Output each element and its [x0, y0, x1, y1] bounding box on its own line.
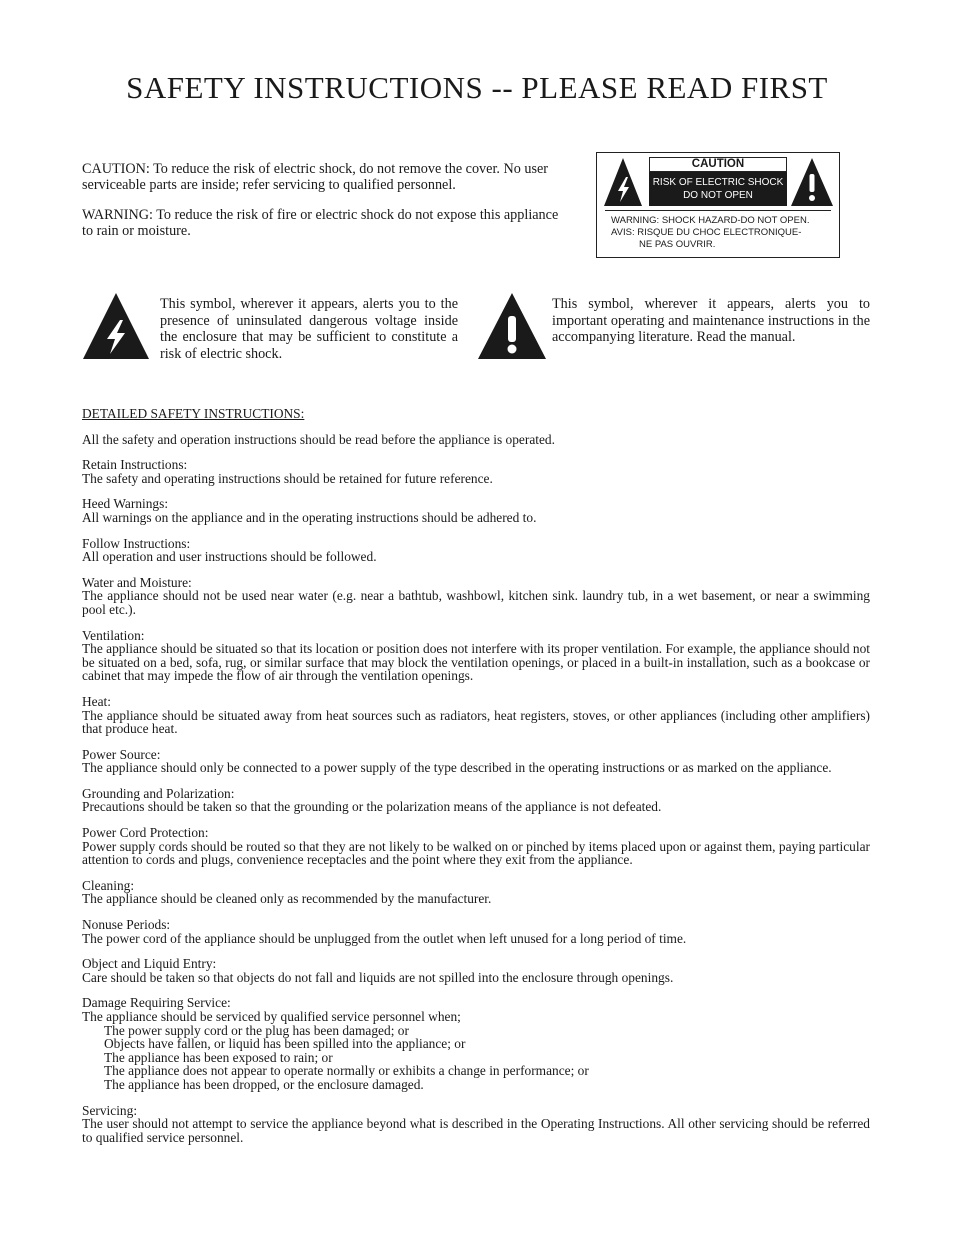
section-body: The appliance should be situated away from heat sources such as radiators, heat registers, stoves, or other appliances (including other amplifiers) that produce heat. — [82, 707, 870, 737]
section-body: The user should not attempt to service the appliance beyond what is described in the Operating Instructions. All other servicing should be referred to qualified service personnel. — [82, 1116, 870, 1145]
section-grounding — [82, 787, 870, 814]
section-body: Precautions should be taken so that the grounding or the polarization means of the appliance is not defeated. — [82, 799, 662, 815]
caution-label-line2: DO NOT OPEN — [683, 190, 753, 201]
caution-label-heading: CAUTION — [649, 157, 787, 172]
details-heading: DETAILED SAFETY INSTRUCTIONS: — [82, 406, 305, 421]
section-body: All operation and user instructions should be followed. — [82, 549, 377, 565]
caution-label-divider — [605, 210, 831, 211]
section-body: Care should be taken so that objects do not fall and liquids are not spilled into the enclosure through openings. — [82, 969, 674, 985]
section-title: Nonuse Periods: — [82, 917, 171, 933]
section-nonuse — [82, 918, 870, 945]
lightning-warning-icon — [603, 157, 643, 207]
section-title: Power Cord Protection: — [82, 825, 209, 841]
section-water — [82, 576, 870, 617]
section-power-source — [82, 748, 870, 775]
section-power-cord — [82, 826, 870, 867]
damage-item: Objects have fallen, or liquid has been spilled into the appliance; or — [104, 1036, 466, 1052]
section-body: The appliance should not be used near water (e.g. near a bathtub, washbowl, kitchen sink. laundry tub, in a wet basement, or near a swimming pool etc.). — [82, 588, 870, 617]
caution-text: CAUTION: To reduce the risk of electric shock, do not remove the cover. No user serviceable parts are inside; refer servicing to qualified personnel. — [82, 161, 549, 193]
damage-item: The appliance does not appear to operate normally or exhibits a change in performance; or — [104, 1063, 589, 1079]
section-follow — [82, 537, 870, 564]
section-title: Power Source: — [82, 746, 161, 762]
caution-label-warning — [611, 215, 835, 251]
exclamation-symbol-icon — [477, 292, 547, 360]
section-title: Grounding and Polarization: — [82, 785, 235, 801]
section-heed — [82, 497, 870, 524]
section-heat — [82, 695, 870, 736]
section-title: Retain Instructions: — [82, 457, 188, 473]
section-title: Damage Requiring Service: — [82, 995, 231, 1011]
intro-block — [82, 161, 562, 253]
caution-label — [596, 152, 840, 258]
damage-item: The power supply cord or the plug has been damaged; or — [104, 1022, 409, 1038]
section-damage — [82, 996, 870, 1091]
page-title: SAFETY INSTRUCTIONS -- PLEASE READ FIRST — [126, 70, 828, 105]
section-body: The appliance should only be connected to a power supply of the type described in the operating instructions or as marked on the appliance. — [82, 760, 832, 776]
caution-label-line1: RISK OF ELECTRIC SHOCK — [652, 177, 784, 188]
detailed-instructions — [82, 407, 870, 1156]
section-title: Follow Instructions: — [82, 535, 191, 551]
details-lead: All the safety and operation instructions should be read before the appliance is operated. — [82, 431, 555, 447]
section-title: Water and Moisture: — [82, 574, 192, 590]
warning-text: WARNING: To reduce the risk of fire or electric shock do not expose this appliance to rain or moisture. — [82, 207, 559, 239]
exclamation-warning-icon — [790, 157, 834, 207]
section-body: The appliance should be serviced by qualified service personnel when; — [82, 1009, 461, 1024]
section-ventilation — [82, 629, 870, 683]
section-body: All warnings on the appliance and in the operating instructions should be adhered to. — [82, 509, 537, 525]
section-title: Heat: — [82, 693, 111, 709]
damage-item: The appliance has been dropped, or the enclosure damaged. — [104, 1076, 424, 1092]
damage-item: The appliance has been exposed to rain; or — [104, 1049, 333, 1065]
section-servicing — [82, 1104, 870, 1145]
section-title: Servicing: — [82, 1102, 138, 1118]
section-title: Cleaning: — [82, 877, 135, 893]
section-body: The appliance should be cleaned only as recommended by the manufacturer. — [82, 891, 492, 907]
section-title: Ventilation: — [82, 627, 145, 643]
lightning-symbol-text: This symbol, wherever it appears, alerts you to the presence of uninsulated dangerous voltage inside the enclosure that may be sufficient to constitute a risk of electric shock. — [160, 296, 458, 362]
label-warn-line3: NE PAS OUVRIR. — [639, 239, 716, 250]
section-cleaning — [82, 879, 870, 906]
section-title: Object and Liquid Entry: — [82, 956, 217, 972]
section-object-liquid — [82, 957, 870, 984]
lightning-symbol-icon — [82, 292, 150, 360]
section-body: The power cord of the appliance should be unplugged from the outlet when left unused for a long period of time. — [82, 930, 687, 946]
section-retain — [82, 458, 870, 485]
section-body: The safety and operating instructions should be retained for future reference. — [82, 470, 493, 486]
label-warn-line2: AVIS: RISQUE DU CHOC ELECTRONIQUE- — [611, 227, 802, 238]
label-warn-line1: WARNING: SHOCK HAZARD-DO NOT OPEN. — [611, 215, 810, 226]
section-title: Heed Warnings: — [82, 496, 169, 512]
section-body: Power supply cords should be routed so that they are not likely to be walked on or pinched by items placed upon or against them, paying particular attention to cords and plugs, convenience receptacles and the point where they exit from the appliance. — [82, 838, 870, 868]
caution-label-body — [649, 172, 787, 206]
exclamation-symbol-text: This symbol, wherever it appears, alerts you to important operating and maintenance instructions in the accompanying literature. Read the manual. — [552, 296, 870, 345]
section-body: The appliance should be situated so that its location or position does not interfere with its proper ventilation. For example, the appliance should not be situated on a bed, sofa, rug, or similar surface that may block the ventilation openings, or placed in a built-in installation, such as a bookcase or cabinet that may impede the flow of air through the ventilation openings. — [82, 641, 871, 684]
